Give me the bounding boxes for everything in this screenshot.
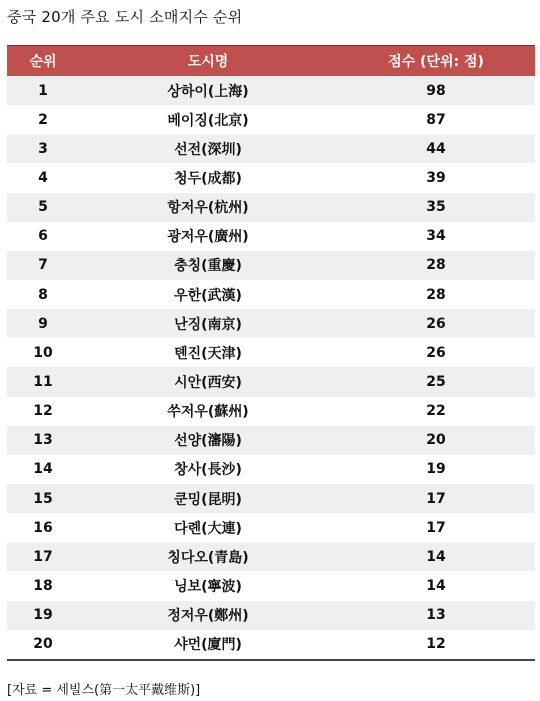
rank-cell: 1 bbox=[38, 82, 48, 99]
table-header bbox=[7, 46, 535, 76]
score-cell: 28 bbox=[426, 257, 446, 274]
rank-cell: 15 bbox=[33, 490, 53, 507]
score-cell: 17 bbox=[426, 490, 446, 507]
score-cell: 26 bbox=[426, 344, 446, 361]
table-row bbox=[7, 338, 535, 367]
city-cell: 정저우(鄭州) bbox=[167, 608, 249, 625]
table-row bbox=[7, 309, 535, 338]
score-cell: 20 bbox=[426, 432, 446, 449]
score-cell: 22 bbox=[426, 403, 446, 420]
city-cell: 다롄(大連) bbox=[174, 520, 242, 537]
table-row bbox=[7, 630, 535, 659]
rank-cell: 16 bbox=[33, 519, 53, 536]
table-row bbox=[7, 397, 535, 426]
rank-cell: 6 bbox=[38, 228, 48, 245]
city-cell: 충칭(重慶) bbox=[174, 258, 242, 275]
score-cell: 13 bbox=[426, 607, 446, 624]
city-cell: 베이징(北京) bbox=[167, 112, 249, 129]
city-cell: 쑤저우(蘇州) bbox=[167, 404, 249, 421]
rank-cell: 19 bbox=[33, 607, 53, 624]
rank-cell: 10 bbox=[33, 344, 53, 361]
city-cell: 광저우(廣州) bbox=[167, 229, 249, 246]
score-cell: 87 bbox=[426, 111, 446, 128]
table-row bbox=[7, 134, 535, 163]
table-row bbox=[7, 222, 535, 251]
city-cell: 칭다오(青島) bbox=[167, 549, 249, 566]
city-cell: 샤먼(廈門) bbox=[174, 637, 242, 654]
city-cell: 난징(南京) bbox=[174, 316, 242, 333]
city-cell: 상하이(上海) bbox=[167, 83, 249, 100]
rank-cell: 4 bbox=[38, 169, 48, 186]
table-row bbox=[7, 542, 535, 571]
score-cell: 25 bbox=[426, 373, 446, 390]
score-cell: 98 bbox=[426, 82, 446, 99]
table-row bbox=[7, 513, 535, 542]
city-cell: 선양(瀋陽) bbox=[174, 433, 242, 450]
table-row bbox=[7, 251, 535, 280]
city-cell: 선전(深圳) bbox=[174, 141, 242, 158]
score-cell: 12 bbox=[426, 636, 446, 653]
header-score: 점수 (단위: 점) bbox=[388, 54, 484, 70]
city-cell: 톈진(天津) bbox=[174, 345, 242, 362]
table-row bbox=[7, 601, 535, 630]
score-cell: 39 bbox=[426, 169, 446, 186]
table-row bbox=[7, 280, 535, 309]
header-rank: 순위 bbox=[29, 54, 57, 70]
score-cell: 26 bbox=[426, 315, 446, 332]
table-body bbox=[7, 76, 535, 659]
city-cell: 쿤밍(昆明) bbox=[174, 491, 242, 508]
header-city: 도시명 bbox=[187, 54, 229, 70]
rank-cell: 18 bbox=[33, 577, 53, 594]
score-cell: 17 bbox=[426, 519, 446, 536]
rank-cell: 13 bbox=[33, 432, 53, 449]
city-cell: 우한(武漢) bbox=[174, 287, 242, 304]
score-cell: 28 bbox=[426, 286, 446, 303]
score-cell: 14 bbox=[426, 577, 446, 594]
rank-cell: 5 bbox=[38, 199, 48, 216]
rank-cell: 14 bbox=[33, 461, 53, 478]
table-row bbox=[7, 426, 535, 455]
rank-cell: 9 bbox=[38, 315, 48, 332]
rank-cell: 3 bbox=[38, 140, 48, 157]
table-row bbox=[7, 455, 535, 484]
table-row bbox=[7, 76, 535, 105]
ranking-table bbox=[7, 45, 535, 661]
rank-cell: 8 bbox=[38, 286, 48, 303]
rank-cell: 2 bbox=[38, 111, 48, 128]
city-cell: 항저우(杭州) bbox=[167, 200, 249, 217]
rank-cell: 7 bbox=[38, 257, 48, 274]
city-cell: 닝보(寧波) bbox=[174, 578, 242, 595]
source-note: [자료 = 세빌스(第一太平戴维斯)] bbox=[7, 683, 201, 698]
table-row bbox=[7, 571, 535, 600]
rank-cell: 12 bbox=[33, 403, 53, 420]
city-cell: 창사(長沙) bbox=[174, 462, 242, 479]
score-cell: 35 bbox=[426, 199, 446, 216]
table-row bbox=[7, 484, 535, 513]
table-row bbox=[7, 163, 535, 192]
page-title: 중국 20개 주요 도시 소매지수 순위 bbox=[7, 8, 243, 26]
table-row bbox=[7, 193, 535, 222]
table-row bbox=[7, 105, 535, 134]
score-cell: 34 bbox=[426, 228, 446, 245]
city-cell: 청두(成都) bbox=[174, 170, 242, 187]
city-cell: 시안(西安) bbox=[174, 374, 242, 391]
table-row bbox=[7, 367, 535, 396]
score-cell: 19 bbox=[426, 461, 446, 478]
rank-cell: 20 bbox=[33, 636, 53, 653]
score-cell: 14 bbox=[426, 548, 446, 565]
score-cell: 44 bbox=[426, 140, 446, 157]
rank-cell: 11 bbox=[33, 373, 53, 390]
rank-cell: 17 bbox=[33, 548, 53, 565]
